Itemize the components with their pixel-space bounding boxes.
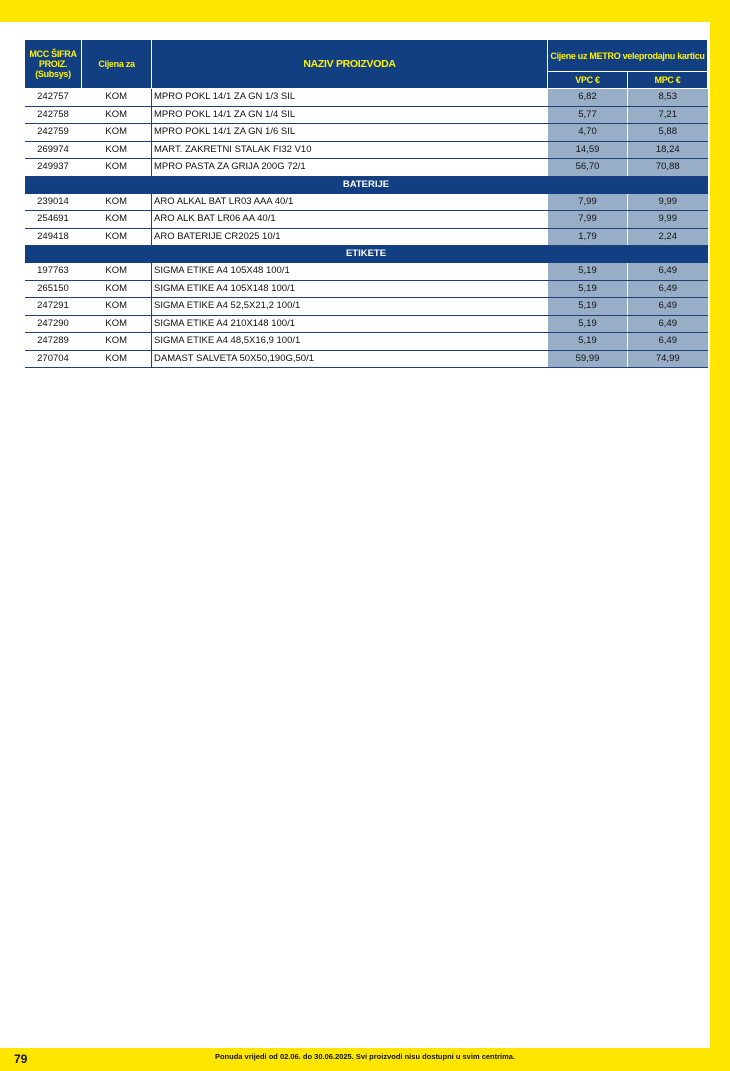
price-vpc-cell: 7,99: [548, 211, 628, 229]
unit-cell: KOM: [82, 159, 152, 177]
price-vpc-cell: 5,19: [548, 315, 628, 333]
price-vpc-cell: 7,99: [548, 193, 628, 211]
table-row: [25, 263, 708, 281]
unit-cell: KOM: [82, 211, 152, 229]
price-mpc-cell: 2,24: [628, 228, 708, 246]
unit-cell: KOM: [82, 350, 152, 368]
table-row: [25, 280, 708, 298]
product-code-cell: 249937: [25, 159, 82, 177]
product-code-cell: 265150: [25, 280, 82, 298]
product-code-cell: 247291: [25, 298, 82, 316]
product-name-cell: SIGMA ETIKE A4 105X148 100/1: [152, 280, 548, 298]
unit-cell: KOM: [82, 228, 152, 246]
table-row: [25, 106, 708, 124]
price-mpc-cell: 74,99: [628, 350, 708, 368]
product-name-cell: MPRO POKL 14/1 ZA GN 1/4 SIL: [152, 106, 548, 124]
table-row: [25, 159, 708, 177]
product-code-cell: 242757: [25, 89, 82, 107]
table-row: [25, 298, 708, 316]
product-name-cell: DAMAST SALVETA 50X50,190G,50/1: [152, 350, 548, 368]
column-header-unit: Cijena za: [82, 40, 152, 89]
table-row: [25, 228, 708, 246]
product-name-cell: MART. ZAKRETNI STALAK FI32 V10: [152, 141, 548, 159]
price-mpc-cell: 8,53: [628, 89, 708, 107]
table-row: [25, 141, 708, 159]
table-row: [25, 193, 708, 211]
section-title: BATERIJE: [25, 176, 708, 193]
price-vpc-cell: 5,19: [548, 298, 628, 316]
product-name-cell: ARO BATERIJE CR2025 10/1: [152, 228, 548, 246]
product-name-cell: SIGMA ETIKE A4 52,5X21,2 100/1: [152, 298, 548, 316]
price-mpc-cell: 9,99: [628, 211, 708, 229]
product-code-cell: 247290: [25, 315, 82, 333]
product-code-cell: 269974: [25, 141, 82, 159]
price-mpc-cell: 9,99: [628, 193, 708, 211]
product-name-cell: MPRO PASTA ZA GRIJA 200G 72/1: [152, 159, 548, 177]
section-header-row: [25, 246, 708, 263]
price-vpc-cell: 5,19: [548, 333, 628, 351]
product-code-cell: 239014: [25, 193, 82, 211]
table-row: [25, 211, 708, 229]
price-vpc-cell: 59,99: [548, 350, 628, 368]
product-name-cell: SIGMA ETIKE A4 48,5X16,9 100/1: [152, 333, 548, 351]
price-mpc-cell: 6,49: [628, 315, 708, 333]
table-row: [25, 350, 708, 368]
product-name-cell: ARO ALKAL BAT LR03 AAA 40/1: [152, 193, 548, 211]
product-code-cell: 242758: [25, 106, 82, 124]
unit-cell: KOM: [82, 89, 152, 107]
unit-cell: KOM: [82, 124, 152, 142]
price-mpc-cell: 18,24: [628, 141, 708, 159]
table-row: [25, 89, 708, 107]
price-vpc-cell: 6,82: [548, 89, 628, 107]
product-code-cell: 249418: [25, 228, 82, 246]
unit-cell: KOM: [82, 333, 152, 351]
table-row: [25, 124, 708, 142]
price-mpc-cell: 6,49: [628, 298, 708, 316]
product-code-cell: 254691: [25, 211, 82, 229]
unit-cell: KOM: [82, 141, 152, 159]
column-header-mpc: MPC €: [628, 72, 708, 89]
section-title: ETIKETE: [25, 246, 708, 263]
column-header-vpc: VPC €: [548, 72, 628, 89]
product-code-cell: 270704: [25, 350, 82, 368]
product-code-cell: 242759: [25, 124, 82, 142]
column-header-name: NAZIV PROIZVODA: [152, 40, 548, 89]
price-vpc-cell: 1,79: [548, 228, 628, 246]
product-name-cell: MPRO POKL 14/1 ZA GN 1/3 SIL: [152, 89, 548, 107]
table-row: [25, 315, 708, 333]
catalog-page: [0, 22, 710, 1048]
price-vpc-cell: 5,19: [548, 263, 628, 281]
table-row: [25, 333, 708, 351]
table-body: [25, 89, 708, 368]
product-code-cell: 197763: [25, 263, 82, 281]
price-mpc-cell: 6,49: [628, 263, 708, 281]
unit-cell: KOM: [82, 263, 152, 281]
product-code-cell: 247289: [25, 333, 82, 351]
price-mpc-cell: 7,21: [628, 106, 708, 124]
product-name-cell: MPRO POKL 14/1 ZA GN 1/6 SIL: [152, 124, 548, 142]
validity-note: Ponuda vrijedi od 02.06. do 30.06.2025. Svi proizvodi nisu dostupni u svim centrima.: [214, 1052, 516, 1061]
price-table: [24, 39, 708, 368]
page-number: 79: [14, 1052, 28, 1066]
price-vpc-cell: 5,77: [548, 106, 628, 124]
product-name-cell: SIGMA ETIKE A4 210X148 100/1: [152, 315, 548, 333]
column-header-code: MCC ŠIFRA PROIZ. (Subsys): [25, 40, 82, 89]
price-vpc-cell: 5,19: [548, 280, 628, 298]
section-header-row: [25, 176, 708, 193]
unit-cell: KOM: [82, 315, 152, 333]
price-vpc-cell: 14,59: [548, 141, 628, 159]
product-name-cell: ARO ALK BAT LR06 AA 40/1: [152, 211, 548, 229]
unit-cell: KOM: [82, 106, 152, 124]
price-vpc-cell: 56,70: [548, 159, 628, 177]
unit-cell: KOM: [82, 298, 152, 316]
price-mpc-cell: 6,49: [628, 280, 708, 298]
unit-cell: KOM: [82, 193, 152, 211]
unit-cell: KOM: [82, 280, 152, 298]
price-mpc-cell: 5,88: [628, 124, 708, 142]
product-name-cell: SIGMA ETIKE A4 105X48 100/1: [152, 263, 548, 281]
price-mpc-cell: 70,88: [628, 159, 708, 177]
price-vpc-cell: 4,70: [548, 124, 628, 142]
column-header-price-group: Cijene uz METRO veleprodajnu karticu: [548, 40, 708, 72]
price-mpc-cell: 6,49: [628, 333, 708, 351]
